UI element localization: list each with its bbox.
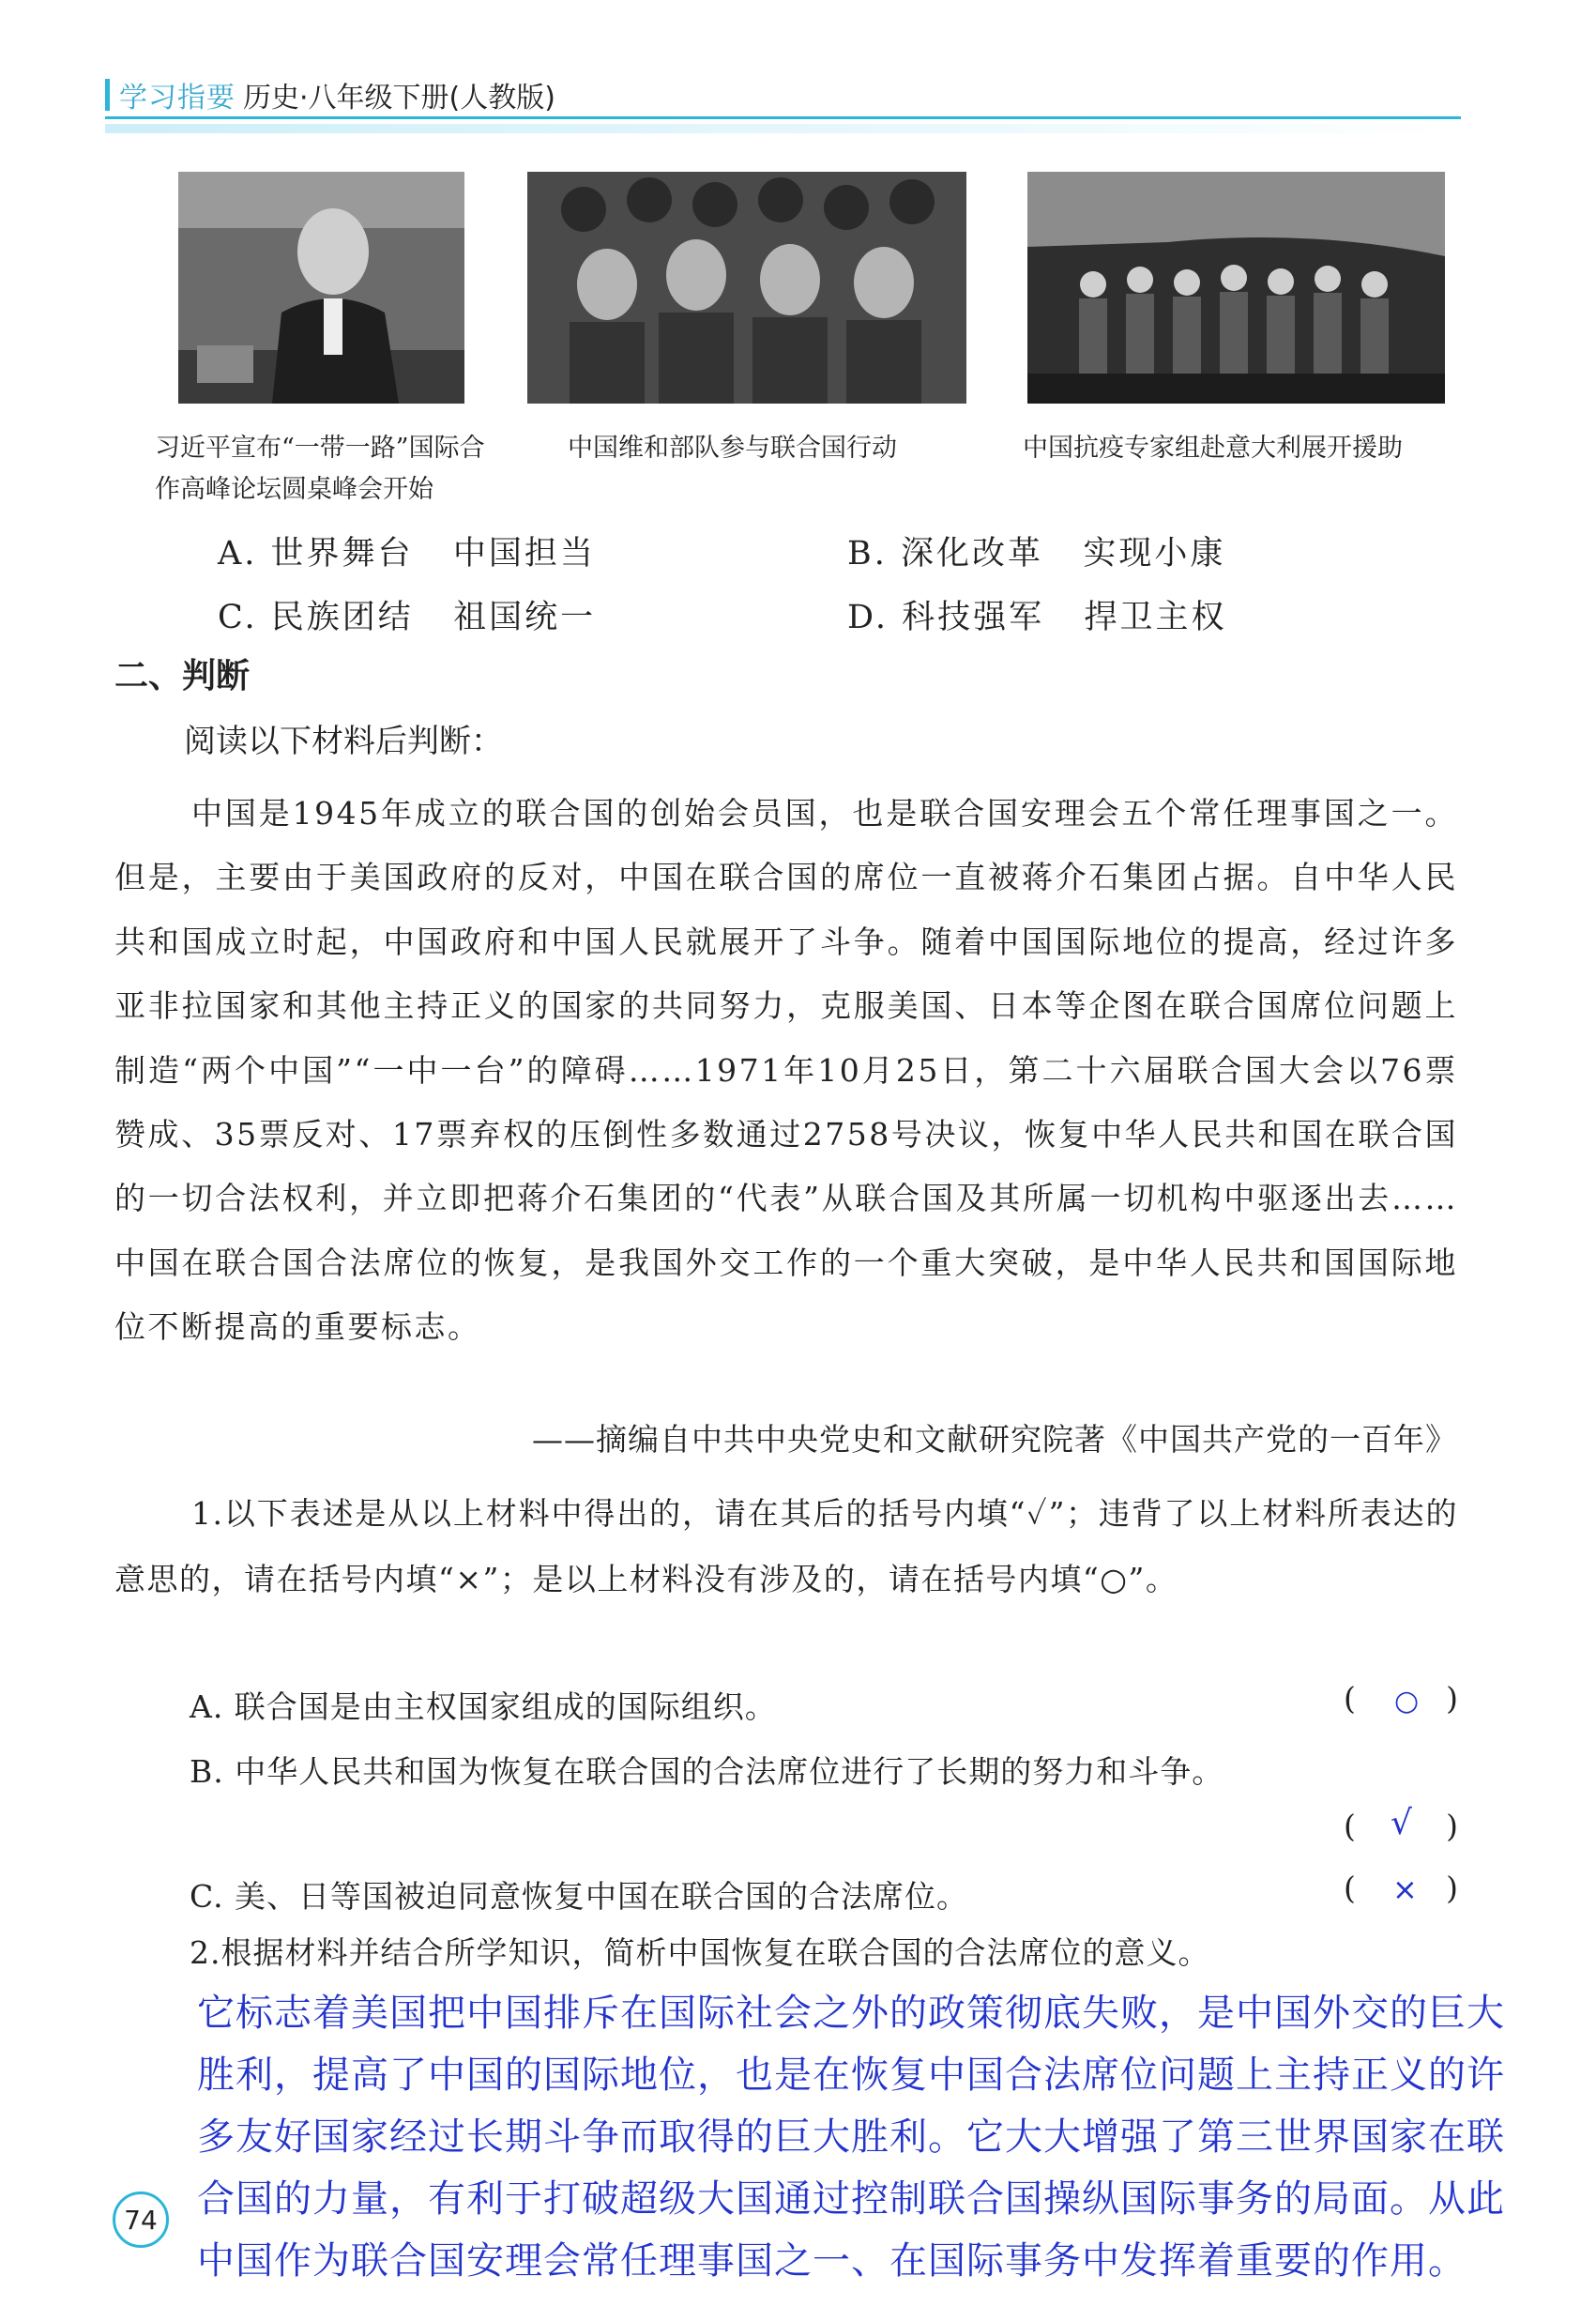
reading-passage: 中国是1945年成立的联合国的创始会员国，也是联合国安理会五个常任理事国之一。但是，主要由于美国政府的反对，中国在联合国的席位一直被蒋介石集团占据。自中华人民共和国成立时起，中国政府和中国人民就展开了斗争。随着中国国际地位的提高，经过许多亚非拉国家和其他主持正义的国家的共同努力，克服美国、日本等企图在联合国席位问题上制造“两个中国”“一中一台”的障碍……1971年10月25日，第二十六届联合国大会以76票赞成、35票反对、17票弃权的压倒性多数通过2758号决议，恢复中华人民共和国在联合国的一切合法权利，并立即把蒋介石集团的“代表”从联合国及其所属一切机构中驱逐出去……中国在联合国合法席位的恢复，是我国外交工作的一个重大突破，是中华人民共和国国际地位不断提高的重要标志。 (114, 795, 1458, 1346)
option-a: A. 世界舞台 中国担当 (218, 535, 596, 573)
question-1: 1.以下表述是从以上材料中得出的，请在其后的括号内填“✓”；违背了以上材料所表达的意思的，请在括号内填“×”；是以上材料没有涉及的，请在括号内填“○”。 (114, 1495, 1458, 1597)
passage-intro: 阅读以下材料后判断： (184, 723, 503, 760)
option-d: D. 科技强军 捍卫主权 (847, 599, 1227, 636)
answer-bracket-a: ( ) (1344, 1680, 1458, 1717)
header-book-title: 历史·八年级下册(人教版) (243, 82, 555, 115)
answer-mark-b: √ (1391, 1804, 1412, 1842)
answer-bracket-b: ( ) (1344, 1808, 1458, 1844)
photo-summit (178, 172, 464, 404)
header-accent-bar (105, 79, 110, 111)
handwritten-answer: 它标志着美国把中国排斥在国际社会之外的政策彻底失败，是中国外交的巨大胜利，提高了中国的国际地位，也是在恢复中国合法席位问题上主持正义的许多友好国家经过长期斗争而取得的巨大胜利。它大大增强了第三世界国家在联合国的力量，有利于打破超级大国通过控制联合国操纵国际事务的局面。从此中国作为联合国安理会常任理事国之一、在国际事务中发挥着重要的作用。 (197, 1992, 1505, 2283)
answer-mark-a: ○ (1394, 1685, 1420, 1718)
statement-b: B. 中华人民共和国为恢复在联合国的合法席位进行了长期的努力和斗争。 (190, 1753, 1224, 1790)
header-rule (105, 116, 1461, 119)
header-gradient-band (105, 124, 1461, 133)
statement-a: A. 联合国是由主权国家组成的国际组织。 (190, 1688, 777, 1725)
photo-medical-team (1027, 172, 1445, 404)
photo-summit-caption: 习近平宣布“一带一路”国际合作高峰论坛圆桌峰会开始 (155, 434, 485, 504)
answer-mark-c: × (1392, 1871, 1418, 1907)
question-2: 2.根据材料并结合所学知识，简析中国恢复在联合国的合法席位的意义。 (190, 1934, 1210, 1971)
option-c: C. 民族团结 祖国统一 (218, 599, 597, 636)
section-title: 二、判断 (114, 657, 251, 695)
photo-peacekeepers (527, 172, 966, 404)
option-b: B. 深化改革 实现小康 (847, 535, 1226, 573)
answer-bracket-c: ( ) (1344, 1870, 1458, 1906)
page-number: 74 (113, 2191, 169, 2248)
header-brand: 学习指要 (119, 82, 236, 115)
photo-peacekeepers-caption: 中国维和部队参与联合国行动 (568, 434, 897, 463)
passage-source: ——摘编自中共中央党史和文献研究院著《中国共产党的一百年》 (532, 1421, 1457, 1458)
statement-c: C. 美、日等国被迫同意恢复中国在联合国的合法席位。 (190, 1878, 969, 1915)
page-header (105, 73, 1461, 116)
photo-medical-team-caption: 中国抗疫专家组赴意大利展开援助 (1023, 434, 1403, 463)
